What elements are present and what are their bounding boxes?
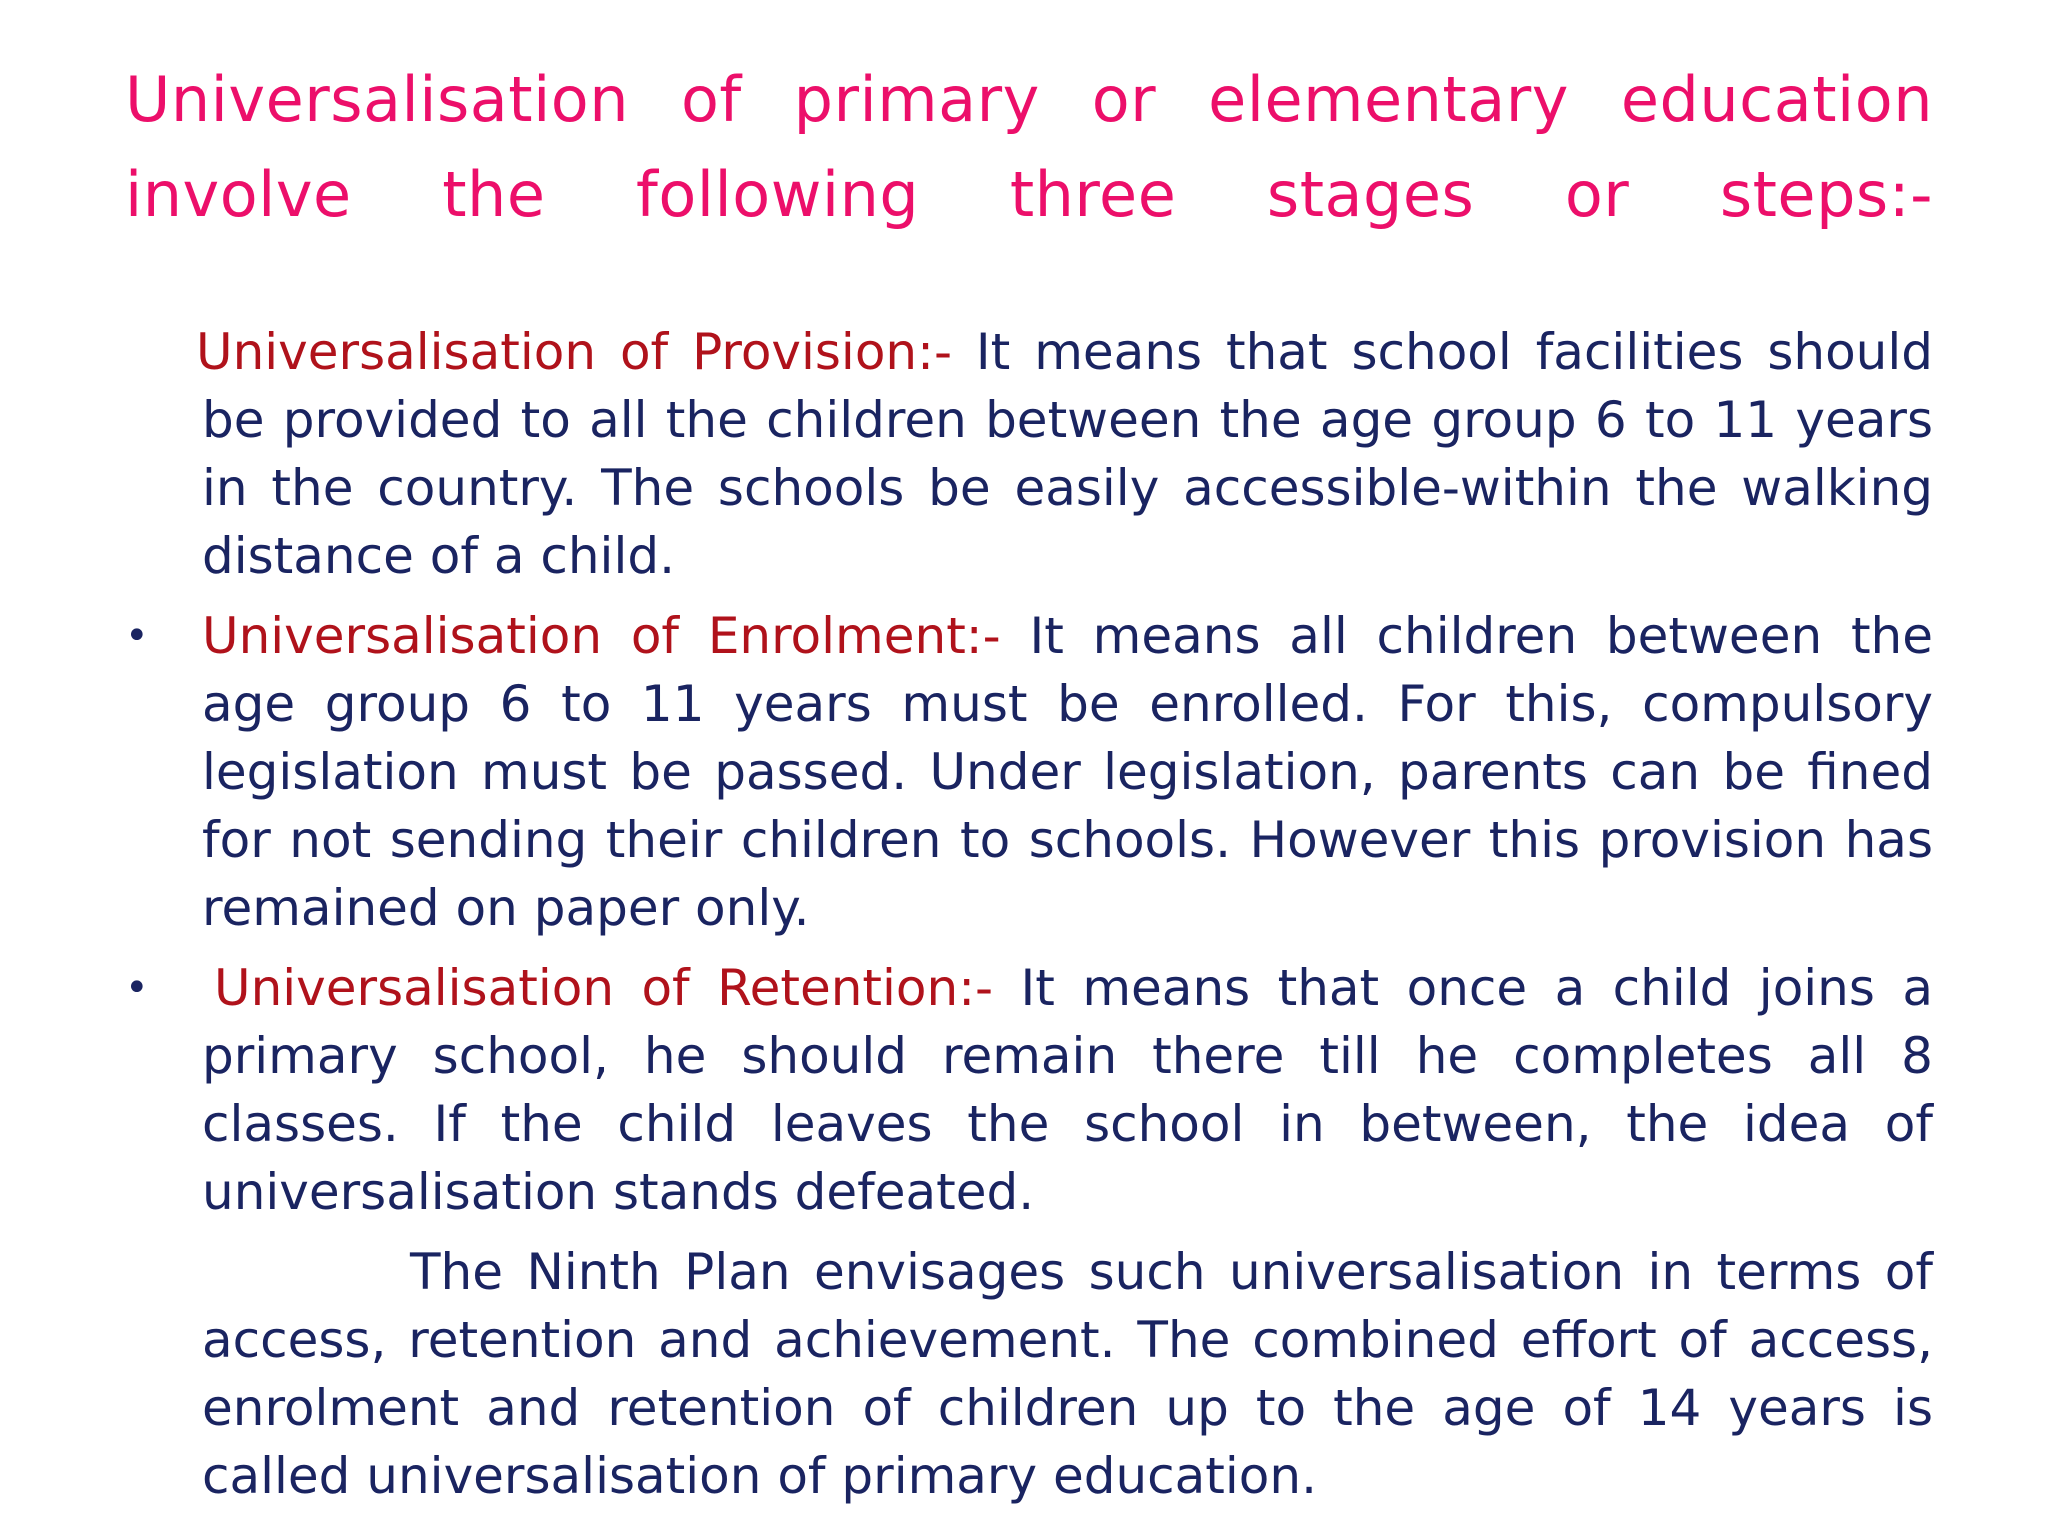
slide-title: Universalisation of primary or elementary education involve the following three stages or steps:- [125, 63, 1933, 231]
heading-retention: Universalisation of Retention:- [214, 959, 994, 1017]
heading-provision: Universalisation of Provision:- [196, 323, 952, 381]
paragraph-retention [125, 954, 1933, 1226]
text-closing: The Ninth Plan envisages such universalisation in terms of access, retention and achievement. The combined effort of access, enrolment and retention of children up to the age of 14 years is called universalisation of primary education. [202, 1243, 1933, 1505]
text-provision: It means that school facilities should be provided to all the children between the age group 6 to 11 years in the country. The schools be easily accessible-within the walking distance of a child. [202, 323, 1933, 585]
paragraph-closing [125, 1238, 1933, 1510]
paragraph-enrolment [125, 602, 1933, 942]
heading-enrolment: Universalisation of Enrolment:- [202, 607, 1001, 665]
slide-body [125, 318, 1933, 1510]
paragraph-provision [125, 318, 1933, 590]
bullet-icon: • [125, 965, 149, 1011]
bullet-icon: • [125, 613, 149, 659]
text-enrolment: It means all children between the age group 6 to 11 years must be enrolled. For this, compulsory legislation must be passed. Under legislation, parents can be fined for not sending their children to schools. However this provision has remained on paper only. [202, 607, 1933, 937]
text-retention: It means that once a child joins a primary school, he should remain there till he completes all 8 classes. If the child leaves the school in between, the idea of universalisation stands defeated. [202, 959, 1934, 1221]
